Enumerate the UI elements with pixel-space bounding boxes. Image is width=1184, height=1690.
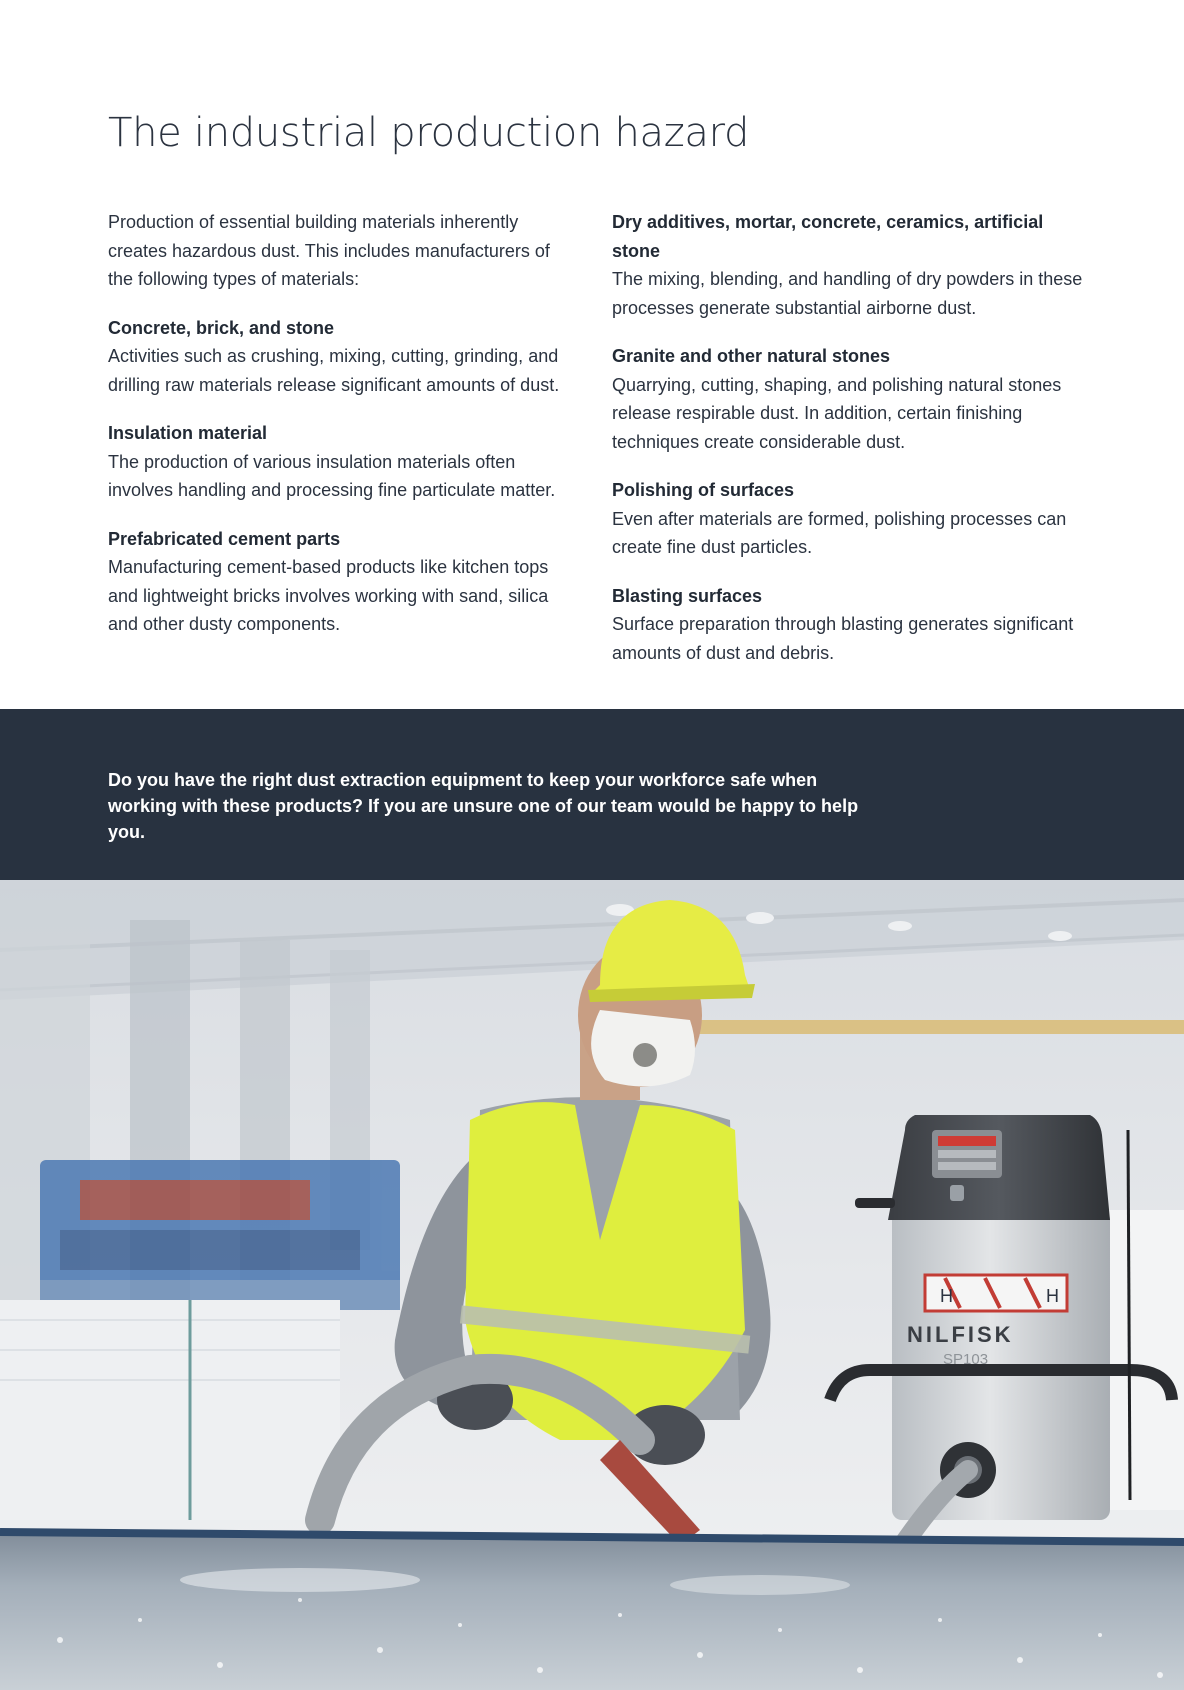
board-stack xyxy=(0,1300,340,1520)
worker-vacuum-photo xyxy=(0,880,1184,1690)
material-item-blasting xyxy=(612,582,1092,668)
material-text: Even after materials are formed, polishing processes can create fine dust particles. xyxy=(612,508,1067,557)
material-item-granite xyxy=(612,342,1092,456)
banner-text: Do you have the right dust extraction equipment to keep your workforce safe when working with these products? If you are unsure one of our team would be happy to help you. xyxy=(108,770,859,842)
page-title: The industrial production hazard xyxy=(108,110,750,156)
vacuum-class-right: H xyxy=(1046,1286,1059,1306)
material-text: Surface preparation through blasting generates significant amounts of dust and debris. xyxy=(612,614,1074,663)
intro-paragraph: Production of essential building materials inherently creates hazardous dust. This includes manufacturers of the following types of materials: xyxy=(108,212,550,289)
material-item-concrete xyxy=(108,314,578,400)
material-item-prefabricated-cement xyxy=(108,525,578,639)
blue-machine xyxy=(40,1160,400,1310)
right-column xyxy=(612,208,1092,687)
material-text: The production of various insulation materials often involves handling and processing fine particulate matter. xyxy=(108,451,556,500)
left-column xyxy=(108,208,578,659)
material-heading: Granite and other natural stones xyxy=(612,346,891,366)
photo-illustration xyxy=(0,880,1184,1690)
work-table xyxy=(0,1530,1184,1690)
vacuum-brand-label: NILFISK xyxy=(907,1322,1014,1347)
material-text: The mixing, blending, and handling of dry powders in these processes generate substantial airborne dust. xyxy=(612,269,1083,318)
material-heading: Blasting surfaces xyxy=(612,585,763,606)
material-heading: Insulation material xyxy=(108,423,268,443)
material-text: Quarrying, cutting, shaping, and polishing natural stones release respirable dust. In addition, certain finishing techniques create considerable dust. xyxy=(612,374,1062,452)
material-heading: Polishing of surfaces xyxy=(612,480,795,500)
material-text: Activities such as crushing, mixing, cutting, grinding, and drilling raw materials release significant amounts of dust. xyxy=(108,346,560,395)
material-text: Manufacturing cement-based products like kitchen tops and lightweight bricks involves working with sand, silica and other dusty components. xyxy=(108,557,549,634)
material-heading: Concrete, brick, and stone xyxy=(108,317,335,338)
crane-beam xyxy=(640,1020,1184,1034)
material-heading: Dry additives, mortar, concrete, ceramics, artificial stone xyxy=(612,212,1044,261)
vacuum-class-left: H xyxy=(940,1286,953,1306)
call-to-action-banner xyxy=(0,709,1184,880)
material-item-insulation xyxy=(108,419,578,505)
material-item-polishing xyxy=(612,476,1092,562)
material-heading: Prefabricated cement parts xyxy=(108,528,341,549)
vacuum-model-label: SP103 xyxy=(943,1351,989,1368)
material-item-dry-additives xyxy=(612,208,1092,322)
